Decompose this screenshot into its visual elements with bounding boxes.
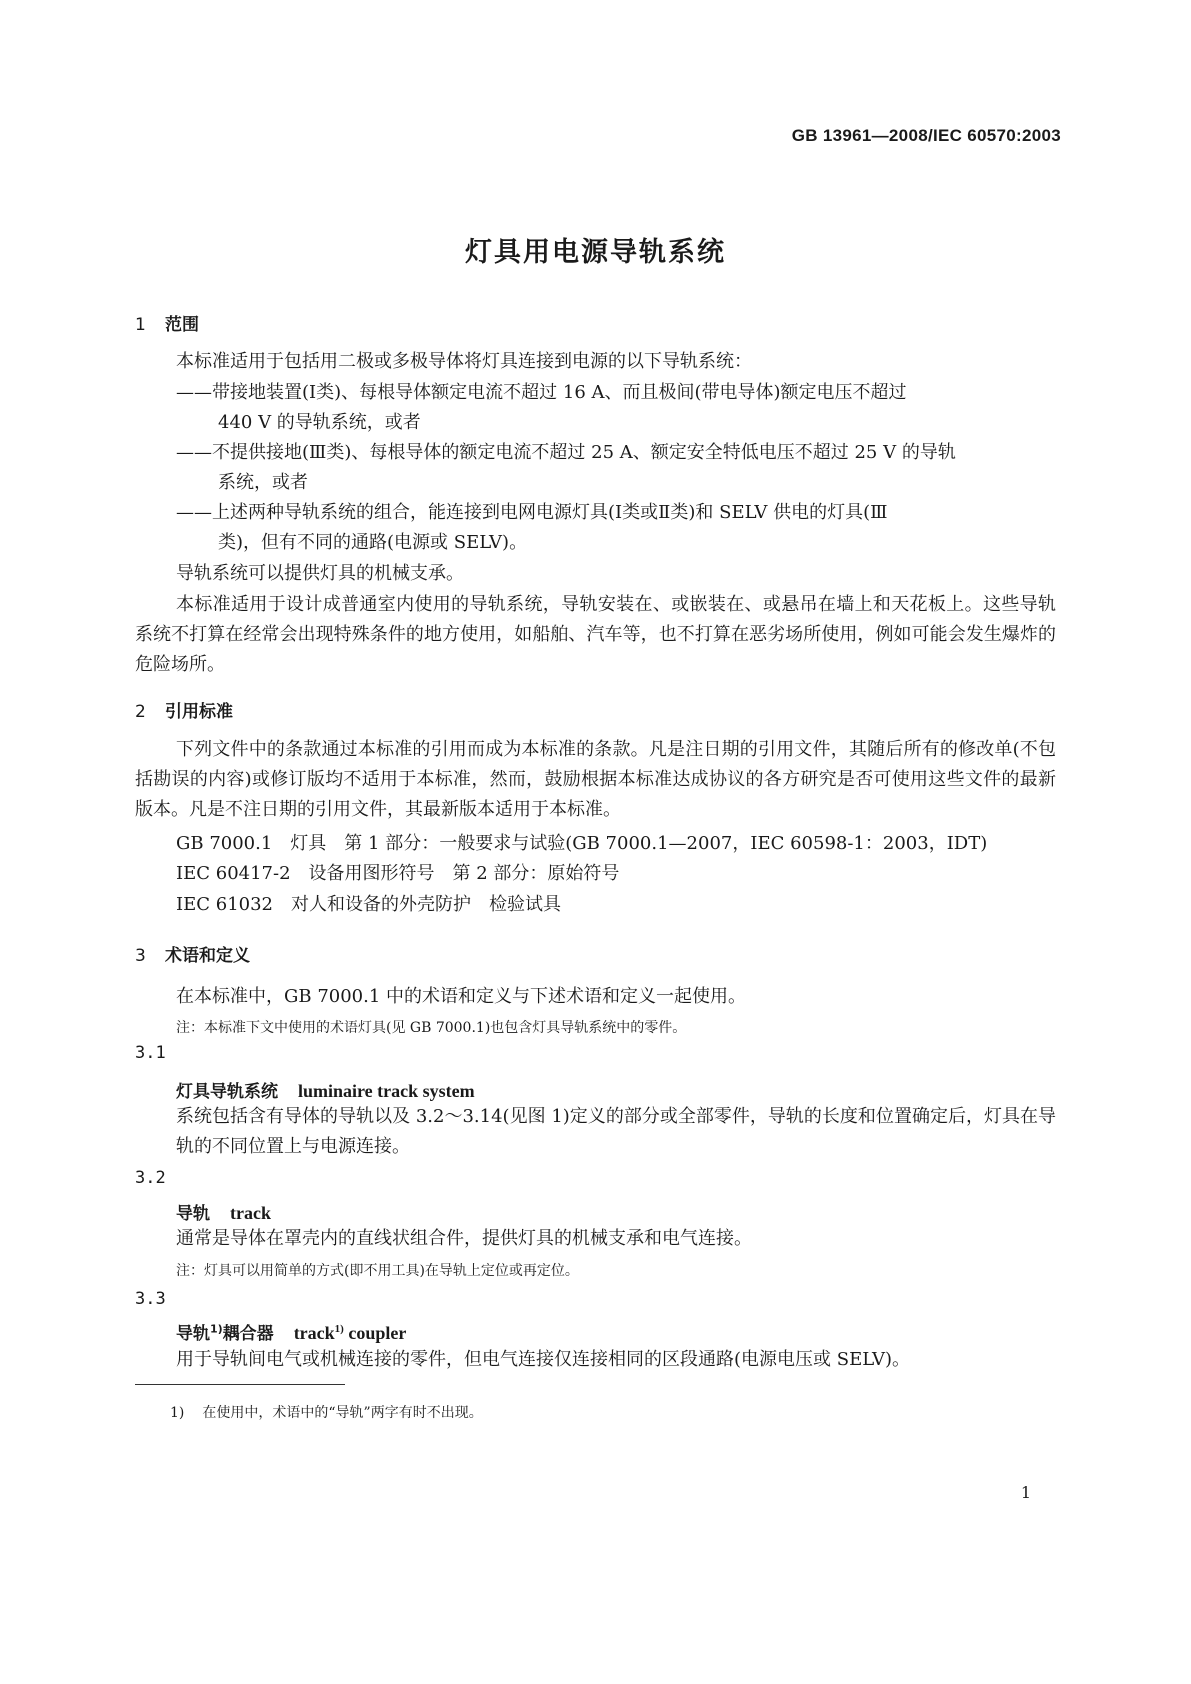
footnote-ref: 1)	[334, 1323, 344, 1335]
section-1-heading	[135, 310, 199, 335]
term-zh: 耦合器	[222, 1324, 274, 1344]
term-number: 3.3	[135, 1289, 166, 1309]
section-2-para: 下列文件中的条款通过本标准的引用而成为本标准的条款。凡是注日期的引用文件，其随后所有的修改单(不包括勘误的内容)或修订版均不适用于本标准，然而，鼓励根据本标准达成协议的各方研究是否可使用这些文件的最新版本。凡是不注日期的引用文件，其最新版本适用于本标准。	[135, 739, 1056, 820]
reference-3: IEC 61032 对人和设备的外壳防护 检验试具	[176, 894, 562, 915]
term-zh: 导轨	[176, 1204, 210, 1224]
term-definition: 用于导轨间电气或机械连接的零件，但电气连接仅连接相同的区段通路(电源电压或 SELV)。	[176, 1349, 911, 1370]
section-number: 1	[135, 315, 146, 335]
term-zh: 导轨	[176, 1324, 210, 1344]
section-title: 术语和定义	[165, 946, 250, 966]
list-item-1: ——带接地装置(Ⅰ类)、每根导体额定电流不超过 16 A、而且极间(带电导体)额定电压不超过	[176, 382, 907, 403]
term-heading	[176, 1077, 475, 1102]
term-definition	[135, 1102, 1056, 1162]
term-definition-text: 系统包括含有导体的导轨以及 3.2～3.14(见图 1)定义的部分或全部零件，导轨的长度和位置确定后，灯具在导轨的不同位置上与电源连接。	[176, 1106, 1056, 1157]
footnote-ref: 1)	[210, 1322, 223, 1336]
section-title: 引用标准	[165, 702, 233, 722]
term-note: 注：灯具可以用简单的方式(即不用工具)在导轨上定位或再定位。	[176, 1263, 579, 1279]
list-item-2: ——不提供接地(Ⅲ类)、每根导体的额定电流不超过 25 A、额定安全特低电压不超过 25 V 的导轨	[176, 442, 956, 463]
footnote-divider	[135, 1384, 345, 1385]
term-heading	[176, 1319, 406, 1344]
term-en-part: track	[293, 1323, 335, 1343]
reference-2: IEC 60417-2 设备用图形符号 第 2 部分：原始符号	[176, 863, 620, 884]
section-3-note: 注：本标准下文中使用的术语灯具(见 GB 7000.1)也包含灯具导轨系统中的零件。	[176, 1020, 687, 1036]
term-heading	[176, 1199, 271, 1224]
document-title: 灯具用电源导轨系统	[465, 237, 726, 268]
list-item-2-cont: 系统，或者	[218, 472, 308, 493]
list-item-3-cont: 类)，但有不同的通路(电源或 SELV)。	[218, 532, 528, 553]
page-number: 1	[1020, 1483, 1031, 1502]
footnote	[170, 1402, 483, 1422]
term-zh: 灯具导轨系统	[176, 1082, 278, 1102]
standard-number: GB 13961—2008/IEC 60570:2003	[791, 126, 1061, 145]
term-definition: 通常是导体在罩壳内的直线状组合件，提供灯具的机械支承和电气连接。	[176, 1228, 752, 1249]
section-3-para: 在本标准中，GB 7000.1 中的术语和定义与下述术语和定义一起使用。	[176, 986, 747, 1007]
term-en: track	[230, 1203, 271, 1223]
section-number: 2	[135, 702, 146, 722]
list-item-1-cont: 440 V 的导轨系统，或者	[218, 412, 421, 433]
list-item-3: ——上述两种导轨系统的组合，能连接到电网电源灯具(Ⅰ类或Ⅱ类)和 SELV 供电的灯具(Ⅲ	[176, 502, 888, 523]
section-title: 范围	[165, 315, 199, 335]
footnote-mark: 1)	[170, 1405, 185, 1421]
term-en: luminaire track system	[298, 1081, 475, 1101]
term-number: 3.1	[135, 1043, 166, 1063]
section-3-heading	[135, 941, 250, 966]
term-en-part: coupler	[343, 1323, 407, 1343]
term-en	[294, 1323, 407, 1343]
section-1-intro: 本标准适用于包括用二极或多极导体将灯具连接到电源的以下导轨系统：	[176, 351, 752, 372]
section-2-heading	[135, 697, 233, 722]
section-number: 3	[135, 946, 146, 966]
section-1-para-3: 本标准适用于设计成普通室内使用的导轨系统，导轨安装在、或嵌装在、或悬吊在墙上和天花板上。这些导轨系统不打算在经常会出现特殊条件的地方使用，如船舶、汽车等，也不打算在恶劣场所使用，例如可能会发生爆炸的危险场所。	[135, 594, 1056, 675]
term-number: 3.2	[135, 1168, 166, 1188]
reference-1: GB 7000.1 灯具 第 1 部分：一般要求与试验(GB 7000.1—2007，IEC 60598-1：2003，IDT)	[176, 833, 988, 854]
section-1-para-2: 导轨系统可以提供灯具的机械支承。	[176, 563, 464, 584]
footnote-text: 在使用中，术语中的“导轨”两字有时不出现。	[202, 1405, 483, 1421]
